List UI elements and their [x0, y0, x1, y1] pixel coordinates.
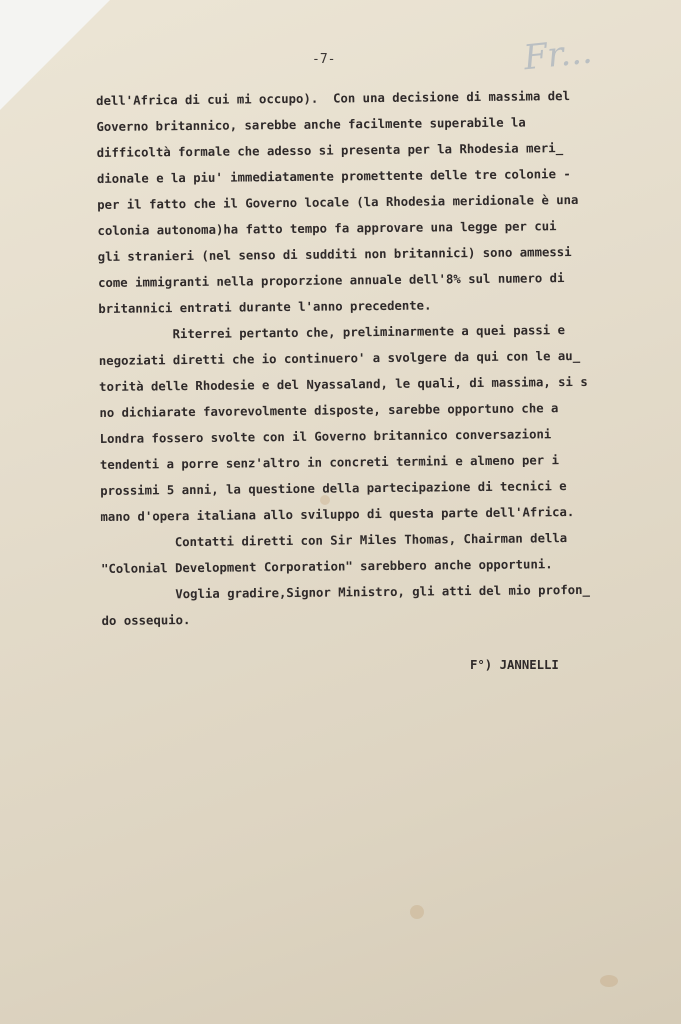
body-line: per il fatto che il Governo locale (la Rhodesia meridionale è una: [97, 192, 579, 212]
body-line: gli stranieri (nel senso di sudditi non britannici) sono ammessi: [97, 245, 572, 264]
body-line: Voglia gradire,Signor Ministro, gli atti del mio profon_: [101, 582, 590, 602]
signature: F°) JANNELLI: [470, 658, 559, 672]
body-line: "Colonial Development Corporation" sarebbero anche opportuni.: [100, 557, 553, 576]
letter-body: [96, 82, 681, 634]
body-line: Governo britannico, sarebbe anche facilmente superabile la: [96, 115, 526, 134]
body-line: Contatti diretti con Sir Miles Thomas, Chairman della: [100, 531, 568, 550]
body-line: dell'Africa di cui mi occupo). Con una decisione di massima del: [96, 89, 571, 108]
stamp-mark: Fr...: [521, 31, 595, 79]
body-line: mano d'opera italiana allo sviluppo di questa parte dell'Africa.: [100, 505, 575, 524]
body-line: britannici entrati durante l'anno precedente.: [98, 298, 432, 316]
body-line: Riterrei pertanto che, preliminarmente a quei passi e: [98, 323, 566, 342]
body-line: come immigranti nella proporzione annuale dell'8% sul numero di: [97, 271, 565, 290]
body-line: prossimi 5 anni, la questione della partecipazione di tecnici e: [100, 479, 567, 498]
folded-corner: [0, 0, 110, 110]
body-line: dionale e la piu' immediatamente promettente delle tre colonie -: [96, 167, 571, 186]
body-line: negoziati diretti che io continuero' a svolgere da qui con le au_: [98, 348, 581, 368]
body-line: Londra fossero svolte con il Governo britannico conversazioni: [99, 427, 552, 446]
stain-spot: [410, 905, 424, 919]
body-line: no dichiarate favorevolmente disposte, sarebbe opportuno che a: [99, 401, 559, 420]
body-line: colonia autonoma)ha fatto tempo fa approvare una legge per cui: [97, 219, 557, 238]
body-line: do ossequio.: [101, 613, 191, 628]
body-line: torità delle Rhodesie e del Nyassaland, le quali, di massima, si s: [99, 374, 588, 394]
body-line: difficoltà formale che adesso si presenta per la Rhodesia meri_: [96, 141, 564, 160]
stain-spot: [600, 975, 618, 987]
page-number: -7-: [312, 52, 336, 67]
body-line: tendenti a porre senz'altro in concreti termini e almeno per i: [99, 453, 560, 472]
